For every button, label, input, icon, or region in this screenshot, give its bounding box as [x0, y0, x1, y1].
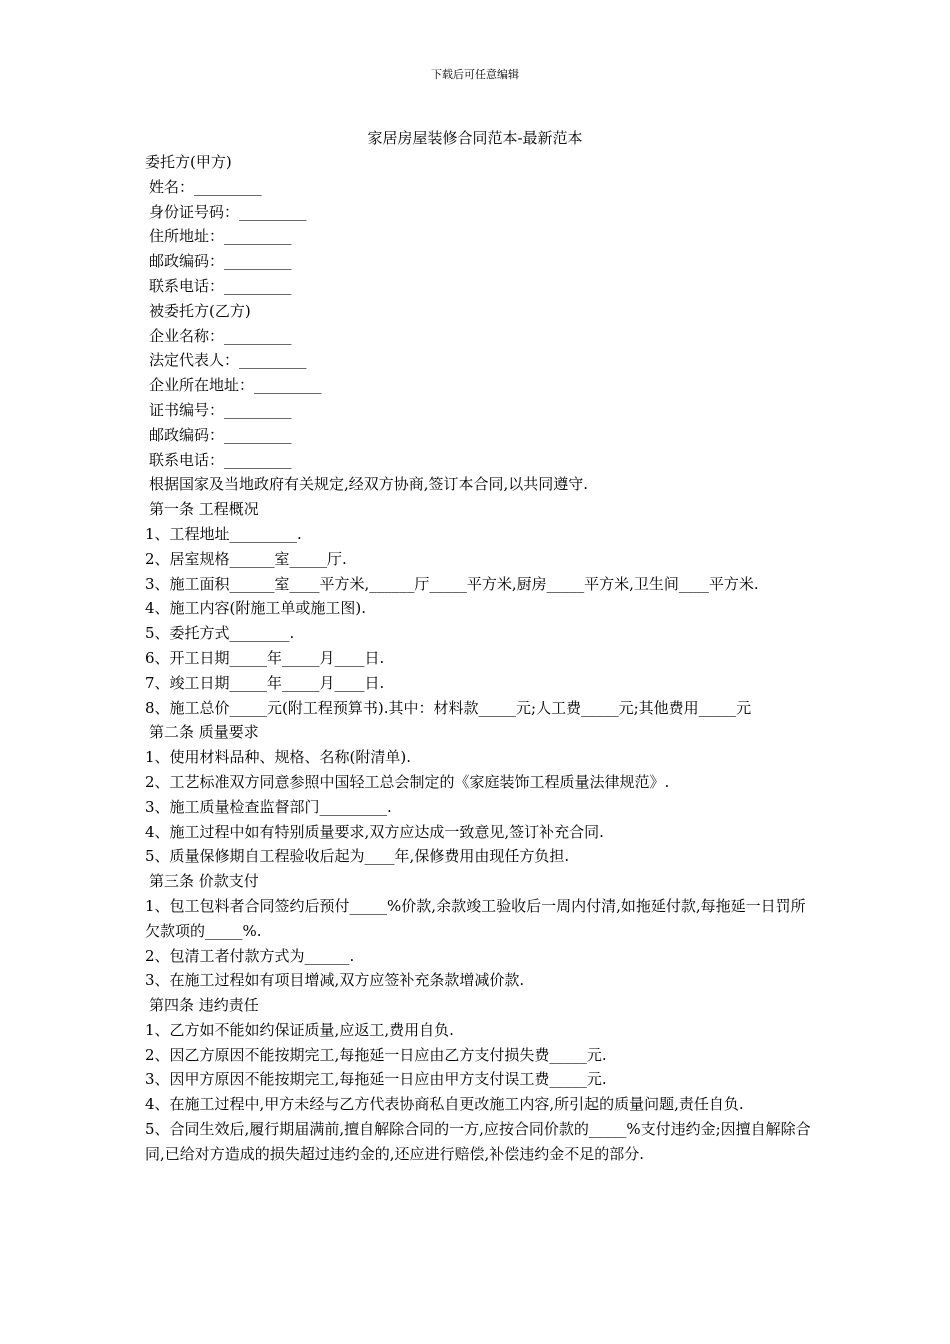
body-line: 企业名称：_________	[149, 326, 292, 345]
body-line: 第四条 违约责任	[149, 996, 259, 1015]
body-line: 姓名：_________	[149, 177, 262, 196]
body-line: 委托方(甲方)	[145, 153, 232, 171]
body-line: 2、居室规格______室_____厅.	[145, 549, 347, 568]
body-line: 1、工程地址_________.	[145, 524, 302, 543]
body-line: 1、使用材料品种、规格、名称(附清单).	[145, 748, 412, 767]
body-line: 企业所在地址：_________	[149, 376, 322, 395]
body-line: 第一条 工程概况	[149, 500, 259, 519]
body-line: 联系电话：_________	[149, 450, 292, 469]
body-line: 证书编号：_________	[149, 400, 292, 419]
body-line: 3、因甲方原因不能按期完工,每拖延一日应由甲方支付误工费_____元.	[145, 1070, 607, 1089]
body-line: 第三条 价款支付	[149, 872, 259, 891]
body-line: 法定代表人：_________	[149, 351, 307, 370]
body-line: 4、施工内容(附施工单或施工图).	[145, 599, 367, 618]
body-line: 住所地址：_________	[149, 227, 292, 246]
body-line: 5、委托方式________.	[145, 624, 295, 643]
body-line: 4、在施工过程中,甲方未经与乙方代表协商私自更改施工内容,所引起的质量问题,责任自负.	[145, 1095, 744, 1114]
body-line: 身份证号码：_________	[149, 202, 307, 221]
body-line: 3、施工质量检查监督部门_________.	[145, 797, 392, 816]
body-line: 1、包工包料者合同签约后预付_____%价款,余款竣工验收后一周内付清,如拖延付款,每拖延一日罚所欠款项的_____%.	[145, 896, 806, 940]
document-title: 家居房屋装修合同范本-最新范本	[367, 129, 583, 147]
body-line: 第二条 质量要求	[149, 723, 259, 742]
body-line: 邮政编码：_________	[149, 425, 292, 444]
body-line: 2、包清工者付款方式为______.	[145, 946, 355, 965]
body-line: 1、乙方如不能如约保证质量,应返工,费用自负.	[145, 1020, 454, 1039]
body-line: 3、在施工过程如有项目增减,双方应签补充条款增减价款.	[145, 971, 525, 990]
body-line: 邮政编码：_________	[149, 252, 292, 271]
body-line: 5、质量保修期自工程验收后起为____年,保修费用由现任方负担.	[145, 847, 570, 866]
body-line: 联系电话：_________	[149, 276, 292, 295]
body-line: 2、因乙方原因不能按期完工,每拖延一日应由乙方支付损失费_____元.	[145, 1045, 607, 1064]
header-note: 下载后可任意编辑	[431, 68, 519, 81]
body-line: 2、工艺标准双方同意参照中国轻工总会制定的《家庭装饰工程质量法律规范》.	[145, 772, 670, 791]
body-line: 7、竣工日期_____年_____月____日.	[145, 673, 385, 692]
body-line: 4、施工过程中如有特别质量要求,双方应达成一致意见,签订补充合同.	[145, 822, 604, 841]
body-line: 3、施工面积______室____平方米,______厅_____平方米,厨房_____平方米,卫生间____平方米.	[145, 574, 759, 593]
body-line: 6、开工日期_____年_____月____日.	[145, 648, 385, 667]
body-line: 5、合同生效后,履行期届满前,擅自解除合同的一方,应按合同价款的_____%支付违约金;因擅自解除合同,已给对方造成的损失超过违约金的,还应进行赔偿,补偿违约金不足的部分.	[145, 1120, 811, 1163]
body-line: 被委托方(乙方)	[149, 301, 251, 320]
document-body	[145, 150, 813, 1167]
body-line: 8、施工总价_____元(附工程预算书).其中：材料款_____元;人工费_____元;其他费用_____元	[145, 698, 752, 717]
body-line: 根据国家及当地政府有关规定,经双方协商,签订本合同,以共同遵守.	[149, 475, 589, 494]
